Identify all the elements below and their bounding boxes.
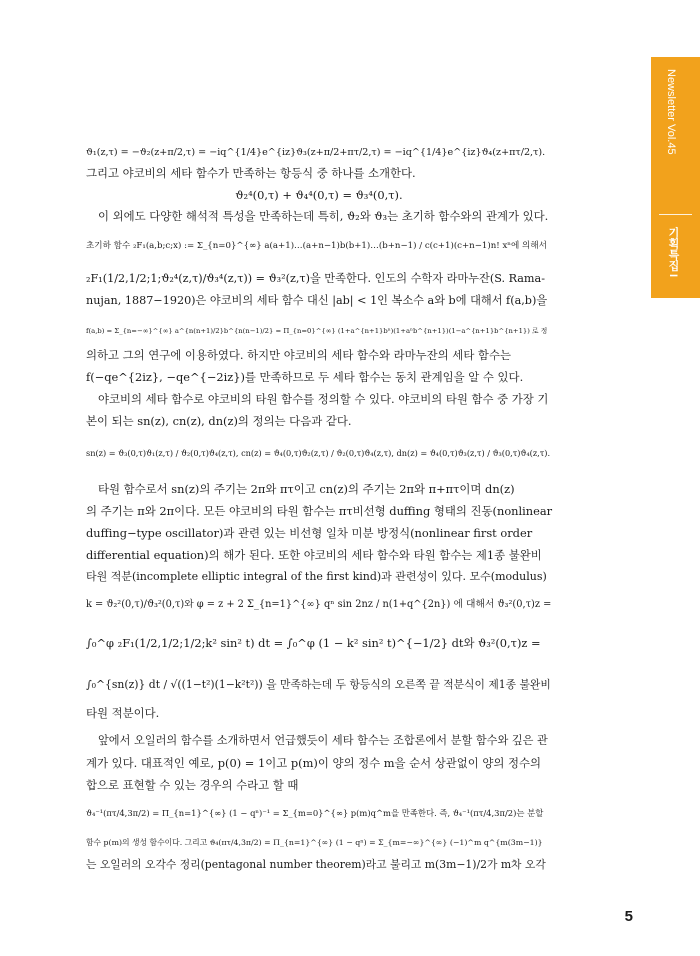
equation-integral: ∫₀^φ ₂F₁(1/2,1/2;1/2;k² sin² t) dt = ∫₀^φ (1 − k² sin² t)^{−1/2} dt와 ϑ₃²(0,τ)z = xyxy=(86,636,541,650)
newsletter-volume-label: Newsletter Vol.45 xyxy=(665,69,677,155)
equation-ramanujan: f(a,b) = Σ_{n=−∞}^{∞} a^{n(n+1)/2}b^{n(n−1)/2} = Π_{n=0}^{∞} (1+a^{n+1}bⁿ)(1+aⁿb^{n+1})(1−a^{n+1}b^{n+1}) 로 정 xyxy=(86,327,548,335)
text-line: 계가 있다. 대표적인 예로, p(0) = 1이고 p(m)이 양의 정수 m을 순서 상관없이 양의 정수의 xyxy=(86,756,542,770)
equation-pentagonal: 함수 p(m)의 생성 함수이다. 그리고 ϑ₄(πτ/4,3π/2) = Π_{n=1}^{∞} (1 − qⁿ) = Σ_{m=−∞}^{∞} (−1)^m q^{m(3m−1)} xyxy=(86,838,543,847)
page-number: 5 xyxy=(624,908,633,925)
text-line: 의하고 그의 연구에 이용하였다. 하지만 야코비의 세타 함수와 라마누잔의 세타 함수는 xyxy=(86,348,511,362)
text-line: nujan, 1887−1920)은 야코비의 세타 함수 대신 |ab| < 1인 복소수 a와 b에 대해서 f(a,b)을 xyxy=(86,294,548,307)
section-label: 기획특집 I xyxy=(667,227,679,278)
text-line: 앞에서 오일러의 함수를 소개하면서 언급했듯이 세타 함수는 조합론에서 분할 함수와 깊은 관 xyxy=(98,734,548,747)
equation-partition: ϑ₄⁻¹(πτ/4,3π/2) = Π_{n=1}^{∞} (1 − qⁿ)⁻¹ = Σ_{m=0}^{∞} p(m)q^m을 만족한다. 즉, ϑ₄⁻¹(πτ/4,3π/2)는 분할 xyxy=(86,808,544,818)
text-line: differential equation)의 해가 된다. 또한 야코비의 세타 함수와 타원 함수는 제1종 불완비 xyxy=(86,548,542,562)
equation-identity: ϑ₂⁴(0,τ) + ϑ₄⁴(0,τ) = ϑ₃⁴(0,τ). xyxy=(235,188,403,202)
text-line: 이 외에도 다양한 해석적 특성을 만족하는데 특히, ϑ₂와 ϑ₃는 초기하 함수와의 관계가 있다. xyxy=(98,209,549,223)
equation-hypergeometric: 초기하 함수 ₂F₁(a,b;c;x) := Σ_{n=0}^{∞} a(a+1)…(a+n−1)b(b+1)…(b+n−1) / c(c+1)(c+n−1)n! xⁿ에 의해서 xyxy=(86,241,547,251)
text-line: 본이 되는 sn(z), cn(z), dn(z)의 정의는 다음과 같다. xyxy=(86,414,352,428)
text-line: 타원 적분이다. xyxy=(86,706,160,720)
text-line: 합으로 표현할 수 있는 경우의 수라고 할 때 xyxy=(86,778,299,792)
text-line: 타원 함수로서 sn(z)의 주기는 2π와 πτ이고 cn(z)의 주기는 2π와 π+πτ이며 dn(z) xyxy=(98,482,515,496)
text-line: 그리고 야코비의 세타 함수가 만족하는 항등식 중 하나를 소개한다. xyxy=(86,166,416,180)
text-line: ₂F₁(1/2,1/2;1;ϑ₂⁴(z,τ)/ϑ₃⁴(z,τ)) = ϑ₃²(z,τ)을 만족한다. 인도의 수학자 라마누잔(S. Rama- xyxy=(86,272,545,285)
section-sidebar xyxy=(651,57,700,298)
text-line: f(−qe^{2iz}, −qe^{−2iz})를 만족하므로 두 세타 함수는 동치 관계임을 알 수 있다. xyxy=(86,370,524,384)
text-line: 야코비의 세타 함수로 야코비의 타원 함수를 정의할 수 있다. 야코비의 타원 함수 중 가장 기 xyxy=(98,392,549,406)
equation-integral-sn: ∫₀^{sn(z)} dt / √((1−t²)(1−k²t²)) 을 만족하는데 두 항등식의 오른쪽 끝 적분식이 제1종 불완비 xyxy=(86,678,551,691)
text-line: 는 오일러의 오각수 정리(pentagonal number theorem)라고 불리고 m(3m−1)/2가 m차 오각 xyxy=(86,858,546,871)
sidebar-divider xyxy=(659,214,692,215)
text-line: duffing−type oscillator)과 관련 있는 비선형 일차 미분 방정식(nonlinear first order xyxy=(86,526,533,540)
equation-elliptic: sn(z) = ϑ₃(0,τ)ϑ₁(z,τ) / ϑ₂(0,τ)ϑ₄(z,τ), cn(z) = ϑ₄(0,τ)ϑ₂(z,τ) / ϑ₂(0,τ)ϑ₄(z,τ), dn(z) = ϑ₄(0,τ)ϑ₃(z,τ) / ϑ₃(0,τ)ϑ₄(z,τ). xyxy=(86,448,551,458)
equation-theta1: ϑ₁(z,τ) = −ϑ₂(z+π/2,τ) = −iq^{1/4}e^{iz}ϑ₃(z+π/2+πτ/2,τ) = −iq^{1/4}e^{iz}ϑ₄(z+πτ/2,τ). xyxy=(86,147,546,158)
text-line: 타원 적분(incomplete elliptic integral of the first kind)과 관련성이 있다. 모수(modulus) xyxy=(86,570,547,583)
text-line: 의 주기는 π와 2π이다. 모든 야코비의 타원 함수는 πτ비선형 duffing 형태의 진동(nonlinear xyxy=(86,504,553,518)
equation-modulus: k = ϑ₂²(0,τ)/ϑ₃²(0,τ)와 φ = z + 2 Σ_{n=1}^{∞} qⁿ sin 2nz / n(1+q^{2n}) 에 대해서 ϑ₃²(0,τ)z = xyxy=(86,599,552,610)
